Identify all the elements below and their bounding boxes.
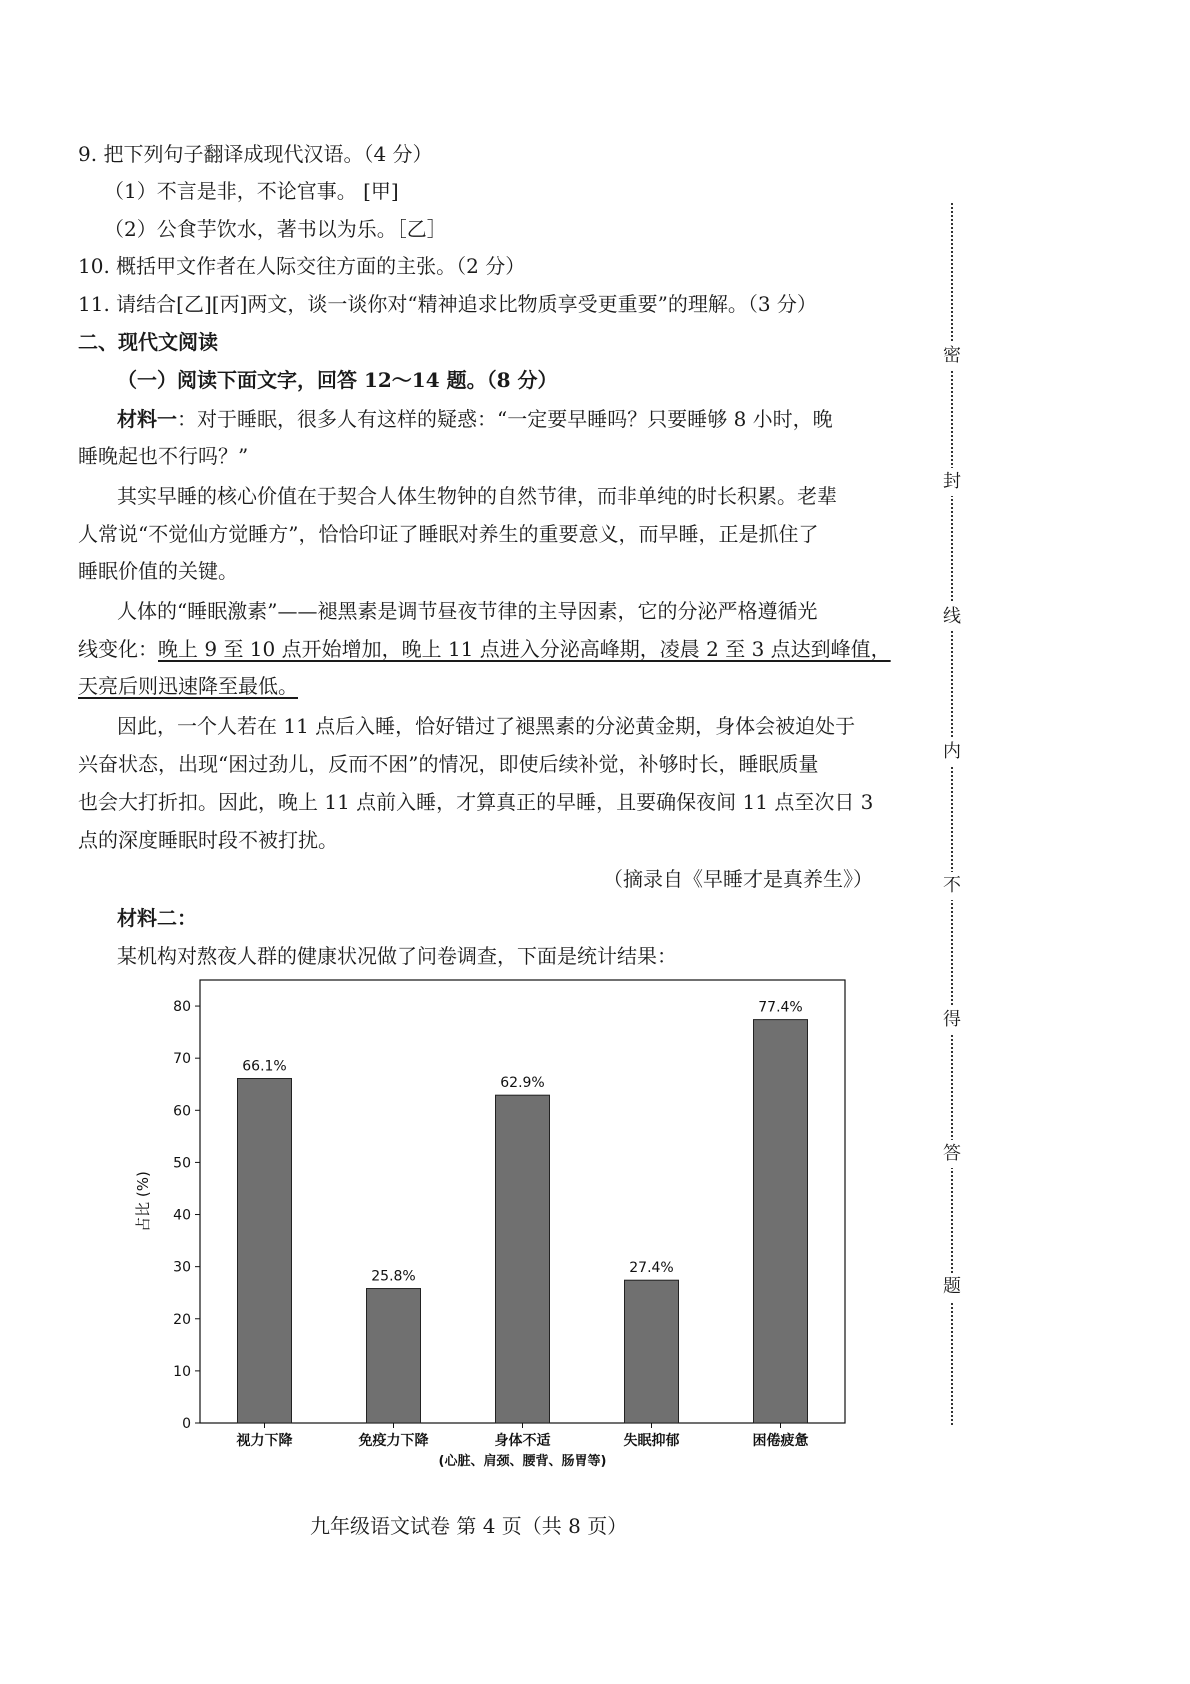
question-9: 9. 把下列句子翻译成现代汉语。（4 分）: [78, 142, 433, 166]
seal-char-5: 不: [938, 872, 966, 900]
section-subtitle: （一）阅读下面文字，回答 12～14 题。（8 分）: [117, 368, 558, 392]
material1-p1-line2: 睡晚起也不行吗？”: [78, 444, 249, 468]
material1-p2-line3: 睡眠价值的关键。: [78, 559, 238, 583]
y-axis-label: 占比 (%): [134, 1171, 152, 1232]
binding-dotted-line: [951, 203, 953, 1425]
seal-char-4: 内: [938, 738, 966, 766]
material1-p4-line3: 也会大打折扣。因此，晚上 11 点前入睡，才算真正的早睡，且要确保夜间 11 点至次日 3: [78, 790, 874, 814]
category-label-4: 失眠抑郁: [623, 1433, 680, 1449]
question-10: 10. 概括甲文作者在人际交往方面的主张。（2 分）: [78, 254, 526, 278]
y-tick-label: 50: [173, 1155, 191, 1172]
material1-p4-line4: 点的深度睡眠时段不被打扰。: [78, 828, 338, 852]
seal-char-2: 封: [938, 468, 966, 496]
y-tick-label: 10: [173, 1363, 191, 1380]
material1-p2-line1: 其实早睡的核心价值在于契合人体生物钟的自然节律，而非单纯的时长积累。老辈: [117, 484, 837, 508]
data-label-2: 25.8%: [371, 1268, 416, 1285]
y-tick-label: 40: [173, 1207, 191, 1224]
material1-p4-line1: 因此，一个人若在 11 点后入睡，恰好错过了褪黑素的分泌黄金期，身体会被迫处于: [117, 714, 856, 738]
material2-title: 材料二：: [117, 906, 197, 930]
data-label-4: 27.4%: [629, 1260, 674, 1277]
question-9-item-1: （1）不言是非，不论官事。 [甲]: [104, 179, 399, 203]
material1-p1-line1: [117, 405, 833, 433]
category-sublabel-3: (心脏、肩颈、腰背、肠胃等): [438, 1454, 607, 1469]
material2-intro: 某机构对熬夜人群的健康状况做了问卷调查，下面是统计结果：: [117, 944, 677, 968]
section-title: 二、现代文阅读: [78, 330, 218, 354]
y-tick-label: 70: [173, 1051, 191, 1068]
material1-p1-text: ：对于睡眠，很多人有这样的疑惑：“一定要早睡吗？只要睡够 8 小时，晚: [177, 407, 833, 431]
material1-p4-line2: 兴奋状态，出现“困过劲儿，反而不困”的情况，即使后续补觉，补够时长，睡眠质量: [78, 752, 819, 776]
category-label-1: 视力下降: [236, 1433, 293, 1449]
y-tick-label: 20: [173, 1311, 191, 1328]
data-label-1: 66.1%: [242, 1058, 287, 1075]
underlined-text: 晚上 9 至 10 点开始增加，晚上 11 点进入分泌高峰期，凌晨 2 至 3 点达到峰值，: [158, 637, 891, 661]
seal-char-8: 题: [938, 1273, 966, 1301]
y-tick-label: 0: [182, 1416, 191, 1432]
bar-chart: [110, 968, 850, 1478]
bar-3: [496, 1095, 550, 1423]
seal-char-7: 答: [938, 1140, 966, 1168]
y-tick-label: 80: [173, 999, 191, 1016]
material1-label: 材料一: [117, 407, 177, 431]
bar-1: [238, 1079, 292, 1423]
material1-p3-line2: [78, 635, 891, 663]
category-label-3: 身体不适: [494, 1433, 551, 1449]
material1-p3-line1: 人体的“睡眠激素”——褪黑素是调节昼夜节律的主导因素，它的分泌严格遵循光: [117, 599, 818, 623]
material1-p3-line2-prefix: 线变化：: [78, 637, 158, 661]
bar-5: [754, 1020, 808, 1423]
page-footer: 九年级语文试卷 第 4 页（共 8 页）: [310, 1514, 628, 1538]
seal-char-3: 线: [938, 603, 966, 631]
data-label-3: 62.9%: [500, 1075, 545, 1092]
question-11: 11. 请结合[乙][丙]两文，谈一谈你对“精神追求比物质享受更重要”的理解。（3 分）: [78, 292, 817, 316]
data-label-5: 77.4%: [758, 999, 803, 1016]
seal-char-1: 密: [938, 342, 966, 370]
category-label-5: 困倦疲惫: [752, 1433, 809, 1449]
material1-p3-line3: 天亮后则迅速降至最低。: [78, 674, 298, 698]
y-tick-label: 30: [173, 1259, 191, 1276]
question-9-item-2: （2）公食芋饮水，著书以为乐。［乙］: [104, 217, 447, 241]
bar-4: [625, 1280, 679, 1423]
material1-source: （摘录自《早睡才是真养生》）: [603, 867, 873, 891]
material1-p2-line2: 人常说“不觉仙方觉睡方”，恰恰印证了睡眠对养生的重要意义，而早睡，正是抓住了: [78, 522, 819, 546]
bar-2: [367, 1289, 421, 1423]
category-label-2: 免疫力下降: [358, 1433, 429, 1449]
seal-char-6: 得: [938, 1006, 966, 1034]
y-tick-label: 60: [173, 1103, 191, 1120]
